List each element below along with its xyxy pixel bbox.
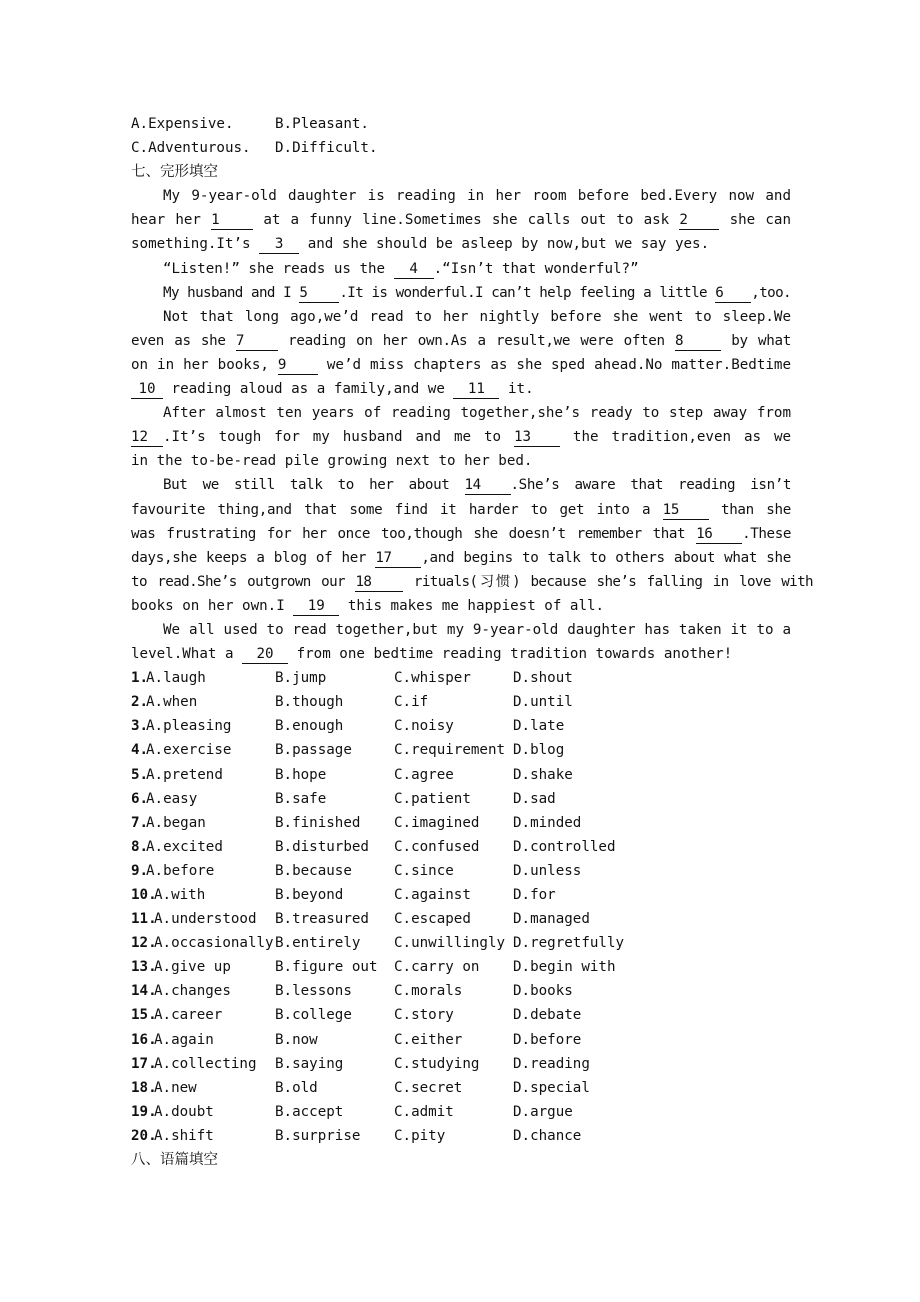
option-b[interactable]: B.surprise <box>275 1127 361 1144</box>
option-c[interactable]: C.unwillingly <box>394 935 506 952</box>
option-d[interactable]: D.shake <box>513 766 573 783</box>
blank-10[interactable]: 10 <box>131 380 163 399</box>
question-row <box>131 787 791 811</box>
option-c[interactable]: C.secret <box>394 1079 463 1096</box>
passage-line: My husband and I 5 .It is wonderful.I can’t help feeling a little 6 ,too. <box>163 284 791 301</box>
option-b[interactable]: B.entirely <box>275 935 361 952</box>
question-row <box>131 883 791 907</box>
blank-11[interactable]: 11 <box>453 380 499 399</box>
option-d[interactable]: D.before <box>513 1031 582 1048</box>
option-c[interactable]: C.if <box>394 694 429 711</box>
question-row <box>131 714 791 738</box>
question-row <box>131 859 791 883</box>
option-c[interactable]: C.morals <box>394 983 463 1000</box>
option-a[interactable]: A.when <box>146 694 198 711</box>
blank-2[interactable]: 2 <box>679 211 719 230</box>
question-number: 11. <box>131 911 157 928</box>
blank-19[interactable]: 19 <box>293 597 339 616</box>
question-row <box>131 1076 791 1100</box>
blank-3[interactable]: 3 <box>259 235 299 254</box>
question-row <box>131 690 791 714</box>
option-c[interactable]: C.studying <box>394 1055 480 1072</box>
question-number: 2. <box>131 694 149 711</box>
blank-15[interactable]: 15 <box>663 501 709 520</box>
passage-line: something.It’s 3 and she should be asleep by now,but we say yes. <box>131 236 710 253</box>
option-d[interactable]: D.until <box>513 694 573 711</box>
option-b[interactable]: B.accept <box>275 1103 344 1120</box>
question-number: 17. <box>131 1055 157 1072</box>
passage-line: hear her 1 at a funny line.Sometimes she calls out to ask 2 she can <box>131 212 791 229</box>
option-b[interactable]: B.finished <box>275 814 361 831</box>
option-c[interactable]: C.pity <box>394 1127 446 1144</box>
option-c[interactable]: C.carry on <box>394 959 480 976</box>
passage-line: We all used to read together,but my 9-year-old daughter has taken it to a <box>163 621 791 638</box>
option-a[interactable]: A.new <box>154 1079 197 1096</box>
option-a[interactable]: A.exercise <box>146 742 232 759</box>
option-row <box>131 112 791 136</box>
passage-line: 12 .It’s tough for my husband and me to 13 the tradition,even as we <box>131 429 791 446</box>
option-c[interactable]: C.confused <box>394 838 480 855</box>
section-title-gapfill: 八、语篇填空 <box>131 1152 218 1169</box>
passage-line: to read.She’s outgrown our 18 rituals(习惯) because she’s falling in love with <box>131 573 813 590</box>
question-number: 9. <box>131 862 149 879</box>
option-a[interactable]: A.collecting <box>154 1055 257 1072</box>
option-c[interactable]: C.since <box>394 862 454 879</box>
option-a[interactable]: A.easy <box>146 790 198 807</box>
option-b[interactable]: B.hope <box>275 766 327 783</box>
option-d[interactable]: D.begin with <box>513 959 616 976</box>
question-number: 13. <box>131 959 157 976</box>
passage-line: on in her books, 9 we’d miss chapters as she sped ahead.No matter.Bedtime <box>131 356 791 373</box>
option-b[interactable]: B.now <box>275 1031 318 1048</box>
passage-line: in the to-be-read pile growing next to her bed. <box>131 453 533 470</box>
blank-6[interactable]: 6 <box>715 284 751 303</box>
question-number: 4. <box>131 742 149 759</box>
question-row <box>131 835 791 859</box>
option-b: B.Pleasant. <box>275 116 369 132</box>
blank-12[interactable]: 12 <box>131 428 163 447</box>
question-number: 19. <box>131 1103 157 1120</box>
option-d[interactable]: D.blog <box>513 742 565 759</box>
blank-7[interactable]: 7 <box>236 332 278 351</box>
passage-line: favourite thing,and that some find it harder to get into a 15 than she <box>131 501 791 518</box>
question-row <box>131 955 791 979</box>
question-row <box>131 811 791 835</box>
blank-4[interactable]: 4 <box>394 260 434 279</box>
option-a[interactable]: A.before <box>146 862 215 879</box>
question-list <box>131 666 791 1148</box>
question-number: 14. <box>131 983 157 1000</box>
option-d[interactable]: D.unless <box>513 862 582 879</box>
passage-line: books on her own.I 19 this makes me happiest of all. <box>131 597 605 614</box>
option-b[interactable]: B.college <box>275 1007 352 1024</box>
option-d[interactable]: D.shout <box>513 670 573 687</box>
option-a[interactable]: A.again <box>154 1031 214 1048</box>
option-d[interactable]: D.reading <box>513 1055 590 1072</box>
passage-line: level.What a 20 from one bedtime reading tradition towards another! <box>131 646 733 663</box>
blank-14[interactable]: 14 <box>465 476 511 495</box>
option-a[interactable]: A.career <box>154 1007 223 1024</box>
question-row <box>131 931 791 955</box>
option-d[interactable]: D.chance <box>513 1127 582 1144</box>
question-number: 6. <box>131 790 149 807</box>
passage-line: even as she 7 reading on her own.As a result,we were often 8 by what <box>131 332 791 349</box>
option-a[interactable]: A.shift <box>154 1127 214 1144</box>
option-b[interactable]: B.disturbed <box>275 838 369 855</box>
option-d[interactable]: D.controlled <box>513 838 616 855</box>
option-d[interactable]: D.debate <box>513 1007 582 1024</box>
question-number: 16. <box>131 1031 157 1048</box>
question-row <box>131 1100 791 1124</box>
option-c[interactable]: C.either <box>394 1031 463 1048</box>
option-d[interactable]: D.managed <box>513 911 590 928</box>
option-a[interactable]: A.began <box>146 814 206 831</box>
question-row <box>131 1052 791 1076</box>
option-a[interactable]: A.give up <box>154 959 231 976</box>
option-c[interactable]: C.against <box>394 887 471 903</box>
question-row <box>131 666 791 690</box>
option-b[interactable]: B.jump <box>275 670 327 687</box>
option-d: D.Difficult. <box>275 140 378 157</box>
option-b[interactable]: B.old <box>275 1079 318 1096</box>
question-number: 18. <box>131 1079 157 1096</box>
passage-line: “Listen!” she reads us the 4 .“Isn’t that wonderful?” <box>163 260 639 277</box>
question-number: 8. <box>131 838 149 855</box>
blank-20[interactable]: 20 <box>242 645 288 664</box>
option-b[interactable]: B.treasured <box>275 911 369 928</box>
option-a: A.Expensive. <box>131 116 234 132</box>
option-d[interactable]: D.regretfully <box>513 935 625 952</box>
question-number: 10. <box>131 887 157 903</box>
option-b[interactable]: B.because <box>275 862 352 879</box>
blank-17[interactable]: 17 <box>375 549 421 568</box>
option-a[interactable]: A.pleasing <box>146 718 232 735</box>
option-b[interactable]: B.saying <box>275 1055 344 1072</box>
question-row <box>131 738 791 762</box>
question-row <box>131 1028 791 1052</box>
exam-page <box>131 112 813 1172</box>
question-row <box>131 907 791 931</box>
blank-5[interactable]: 5 <box>299 284 339 303</box>
question-number: 3. <box>131 718 149 735</box>
option-a[interactable]: A.understood <box>154 911 257 928</box>
passage-line: 10 reading aloud as a family,and we 11 it. <box>131 377 791 401</box>
question-row <box>131 763 791 787</box>
option-c[interactable]: C.imagined <box>394 814 480 831</box>
blank-1[interactable]: 1 <box>211 211 253 230</box>
option-a[interactable]: A.laugh <box>146 670 206 687</box>
option-c[interactable]: C.story <box>394 1007 454 1024</box>
option-c[interactable]: C.admit <box>394 1103 454 1120</box>
option-c[interactable]: C.patient <box>394 790 471 807</box>
question-number: 20. <box>131 1127 157 1144</box>
question-number: 12. <box>131 935 157 952</box>
passage-line: Not that long ago,we’d read to her nightly before she went to sleep.We <box>163 308 791 325</box>
option-b[interactable]: B.safe <box>275 790 327 807</box>
question-row <box>131 1124 791 1148</box>
blank-13[interactable]: 13 <box>514 428 560 447</box>
option-a[interactable]: A.occasionally <box>154 935 274 952</box>
blank-8[interactable]: 8 <box>675 332 721 351</box>
question-number: 1. <box>131 670 149 687</box>
option-row <box>131 136 791 160</box>
option-b[interactable]: B.enough <box>275 718 344 735</box>
question-row <box>131 1003 791 1027</box>
option-a[interactable]: A.excited <box>146 838 223 855</box>
question-number: 5. <box>131 766 149 783</box>
option-b[interactable]: B.passage <box>275 742 352 759</box>
question-row <box>131 979 791 1003</box>
option-c[interactable]: C.whisper <box>394 670 471 687</box>
option-b[interactable]: B.beyond <box>275 887 344 903</box>
passage-line: After almost ten years of reading together,she’s ready to step away from <box>163 405 791 422</box>
option-b[interactable]: B.though <box>275 694 344 711</box>
option-c[interactable]: C.requirement <box>394 742 506 759</box>
blank-18[interactable]: 18 <box>355 573 403 592</box>
passage-line: days,she keeps a blog of her 17 ,and begins to talk to others about what she <box>131 549 791 566</box>
option-d[interactable]: D.minded <box>513 814 582 831</box>
passage-line: My 9-year-old daughter is reading in her room before bed.Every now and <box>163 188 791 205</box>
option-c: C.Adventurous. <box>131 140 251 157</box>
option-d[interactable]: D.late <box>513 718 565 735</box>
option-d[interactable]: D.for <box>513 887 556 903</box>
option-d[interactable]: D.special <box>513 1079 590 1096</box>
option-b[interactable]: B.figure out <box>275 959 378 976</box>
passage-line: But we still talk to her about 14 .She’s aware that reading isn’t <box>163 477 791 494</box>
option-c[interactable]: C.agree <box>394 766 454 783</box>
section-title-cloze: 七、完形填空 <box>131 164 218 181</box>
option-d[interactable]: D.books <box>513 983 573 1000</box>
question-number: 15. <box>131 1007 157 1024</box>
passage-line: was frustrating for her once too,though she doesn’t remember that 16 .These <box>131 525 791 542</box>
option-c[interactable]: C.escaped <box>394 911 471 928</box>
blank-16[interactable]: 16 <box>696 525 742 544</box>
option-c[interactable]: C.noisy <box>394 718 454 735</box>
option-a[interactable]: A.pretend <box>146 766 223 783</box>
option-d[interactable]: D.argue <box>513 1103 573 1120</box>
option-a[interactable]: A.with <box>154 887 206 903</box>
option-a[interactable]: A.doubt <box>154 1103 214 1120</box>
question-number: 7. <box>131 814 149 831</box>
option-a[interactable]: A.changes <box>154 983 231 1000</box>
blank-9[interactable]: 9 <box>278 356 318 375</box>
option-b[interactable]: B.lessons <box>275 983 352 1000</box>
option-d[interactable]: D.sad <box>513 790 556 807</box>
